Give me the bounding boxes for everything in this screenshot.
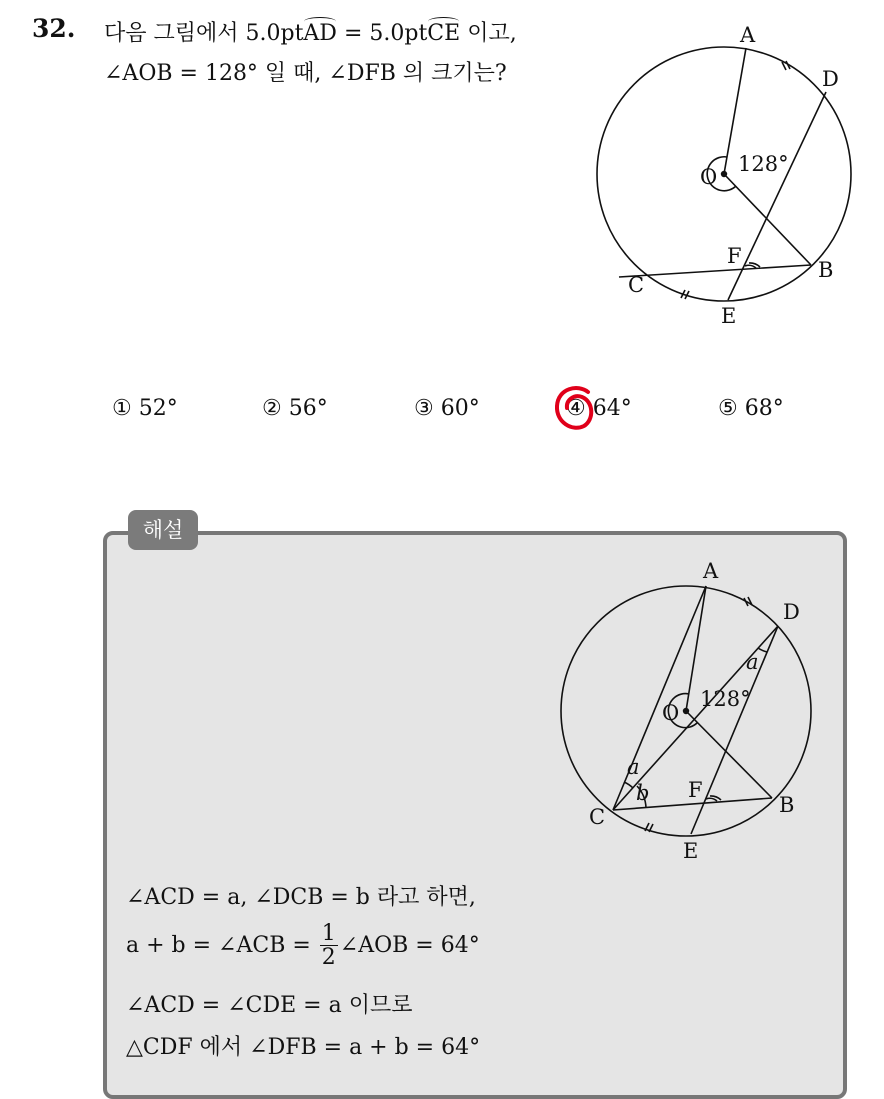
label-d: D <box>783 600 800 624</box>
question-figure <box>0 0 884 380</box>
arc-ce: CE <box>427 21 461 46</box>
answer-circle-mark <box>552 384 600 436</box>
label-a: A <box>740 23 756 47</box>
arc-ad: AD <box>303 21 337 46</box>
label-d: D <box>822 67 839 91</box>
question-number: 32. <box>32 14 76 43</box>
question-text-prefix: 다음 그림에서 5.0pt <box>104 21 304 46</box>
angle-mark-dfb-1 <box>706 798 717 801</box>
angle-mark-aca <box>624 782 633 788</box>
choice-4[interactable]: ④ 64° <box>566 396 632 421</box>
label-b: B <box>779 793 795 817</box>
solution-figure <box>0 520 884 880</box>
label-angle-a-at-c: a <box>627 755 640 779</box>
label-angle: 128° <box>700 687 751 711</box>
choice-1[interactable]: ① 52° <box>112 396 178 421</box>
label-o: O <box>700 165 718 189</box>
choice-5[interactable]: ⑤ 68° <box>718 396 784 421</box>
question-text-mid: = 5.0pt <box>336 21 428 46</box>
label-e: E <box>721 304 737 328</box>
fraction-numerator: 1 <box>321 921 336 946</box>
angle-mark-dfb-1 <box>745 265 756 268</box>
center-point-o <box>683 708 689 714</box>
solution-line-2-right: ∠AOB = 64° <box>339 933 480 959</box>
label-a: A <box>703 559 719 583</box>
solution-line-3: ∠ACD = ∠CDE = a 이므로 <box>126 993 413 1018</box>
choice-3[interactable]: ③ 60° <box>414 396 480 421</box>
solution-line-4: △CDF 에서 ∠DFB = a + b = 64° <box>126 1035 481 1060</box>
label-f: F <box>688 778 703 802</box>
question-line-2: ∠AOB = 128° 일 때, ∠DFB 의 크기는? <box>104 61 507 86</box>
label-f: F <box>727 244 742 268</box>
solution-badge: 해설 <box>128 510 198 550</box>
solution-line-2-left: a + b = ∠ACB = <box>126 933 318 959</box>
label-angle-a-at-d: a <box>746 650 759 674</box>
label-b: B <box>818 258 834 282</box>
label-e: E <box>683 839 699 863</box>
solution-line-2 <box>126 922 480 969</box>
label-o: O <box>662 701 680 725</box>
choice-2[interactable]: ② 56° <box>262 396 328 421</box>
label-c: C <box>589 805 606 829</box>
center-point-o <box>721 171 727 177</box>
label-angle-b: b <box>636 781 650 805</box>
solution-line-1: ∠ACD = a, ∠DCB = b 라고 하면, <box>126 885 476 910</box>
fraction-one-half <box>320 922 338 969</box>
question-text-suffix: 이고, <box>460 21 517 46</box>
angle-mark-cde <box>758 648 767 652</box>
segment-cb <box>619 265 811 277</box>
label-angle: 128° <box>738 152 789 176</box>
label-c: C <box>628 273 645 297</box>
fraction-denominator: 2 <box>321 945 336 971</box>
